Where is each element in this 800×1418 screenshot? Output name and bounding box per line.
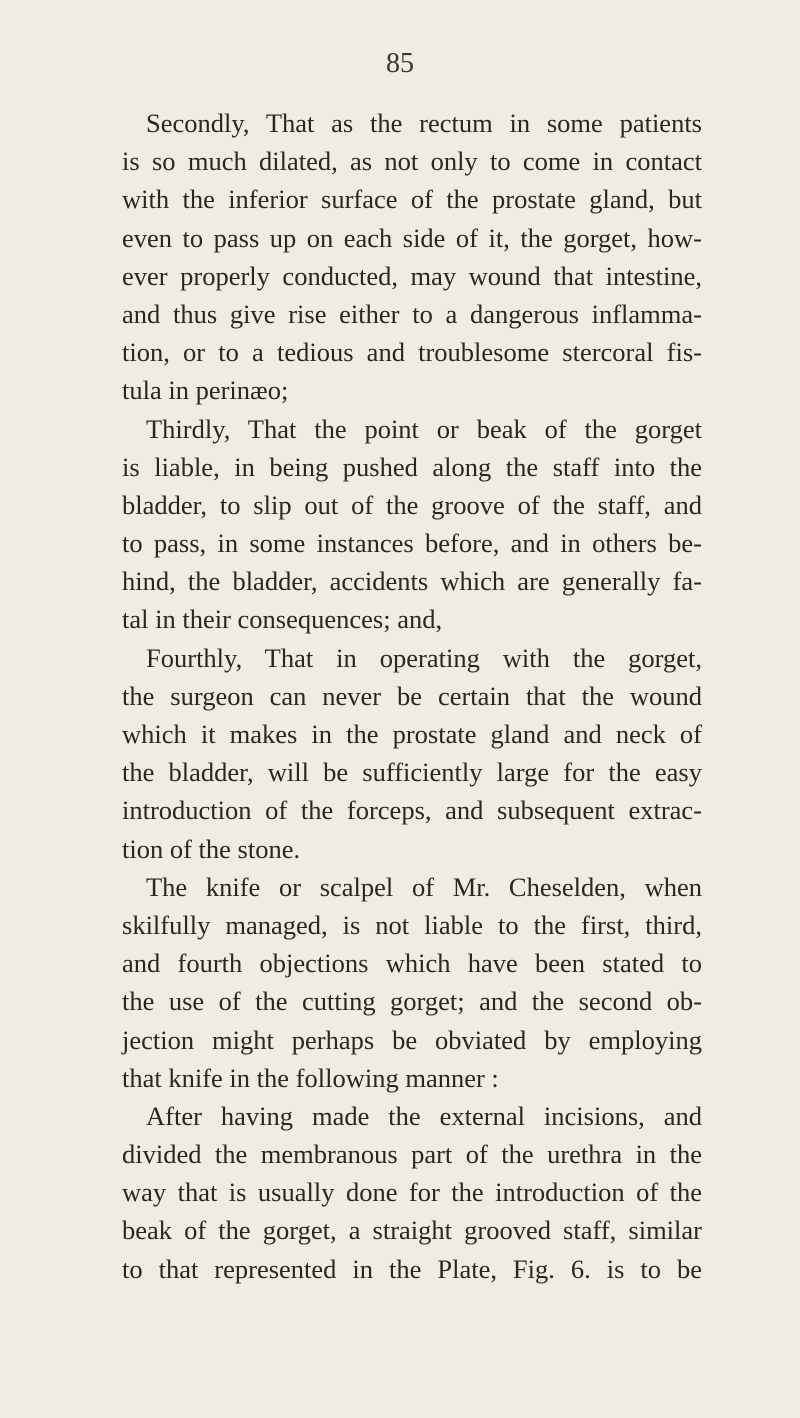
text-line: tula in perinæo; [122,375,289,406]
text-line: the surgeon can never be certain that the wound [122,680,702,711]
text-line: Secondly, That as the rectum in some patients [146,108,702,138]
text-line: the use of the cutting gorget; and the second ob- [122,986,702,1017]
text-line: that knife in the following manner : [122,1062,499,1093]
text-line: even to pass up on each side of it, the gorget, how- [122,222,702,253]
text-line: is so much dilated, as not only to come in contact [122,146,702,177]
text-line: skilfully managed, is not liable to the first, third, [122,909,702,940]
text-line: hind, the bladder, accidents which are generally fa- [122,566,702,597]
body-text [122,104,702,1288]
text-line: bladder, to slip out of the groove of the staff, and [122,489,702,520]
text-line: divided the membranous part of the urethra in the [122,1139,702,1170]
text-line: and thus give rise either to a dangerous inflamma- [122,298,702,329]
text-line: the bladder, will be sufficiently large for the easy [122,757,702,788]
text-line: Fourthly, That in operating with the gorget, [146,642,702,673]
text-line: to that represented in the Plate, Fig. 6. is to be [122,1253,702,1284]
text-line: tion, or to a tedious and troublesome stercoral fis- [122,337,702,368]
text-line: jection might perhaps be obviated by employing [122,1024,702,1055]
text-line: is liable, in being pushed along the staff into the [122,451,702,482]
text-line: tal in their consequences; and, [122,604,443,635]
text-line: Thirdly, That the point or beak of the gorget [146,413,702,444]
text-line: beak of the gorget, a straight grooved staff, similar [122,1215,702,1246]
text-line: The knife or scalpel of Mr. Cheselden, when [146,871,702,902]
text-line: After having made the external incisions, and [146,1100,702,1131]
text-line: with the inferior surface of the prostate gland, but [122,184,702,215]
text-line: and fourth objections which have been stated to [122,948,702,979]
text-line: introduction of the forceps, and subsequent extrac- [122,795,702,826]
text-line: ever properly conducted, may wound that intestine, [122,260,702,291]
text-line: which it makes in the prostate gland and neck of [122,719,702,749]
page-number: 85 [386,48,414,79]
text-line: to pass, in some instances before, and in others be- [122,528,702,559]
text-line: tion of the stone. [122,833,301,864]
text-line: way that is usually done for the introduction of the [122,1177,702,1208]
